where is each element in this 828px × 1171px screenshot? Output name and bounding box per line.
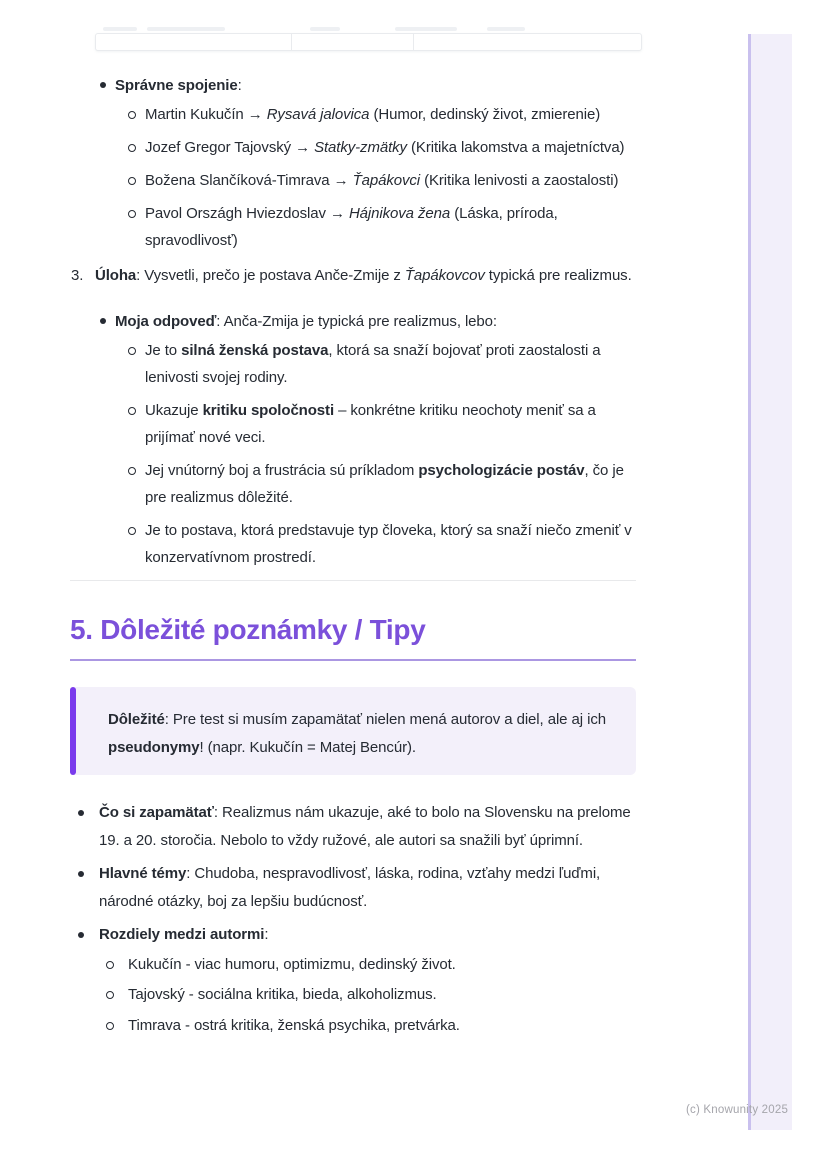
clipped-text-fragment — [310, 27, 340, 31]
text-segment: Jozef Gregor Tajovský → — [145, 139, 315, 156]
text-segment: , ktorá sa snaží bojovať proti zaostalosti a lenivosti svojej rodiny. — [145, 342, 601, 386]
text-segment: : Anča-Zmija je typická pre realizmus, lebo: — [216, 313, 497, 330]
circle-bullet-icon — [106, 961, 114, 969]
text-segment: Statky-zmätky — [314, 139, 407, 156]
sub-list-item — [115, 457, 636, 511]
table-cell — [291, 34, 413, 50]
text-segment: Ťapákovcov — [404, 267, 485, 284]
circle-bullet-icon — [128, 210, 136, 218]
circle-bullet-icon — [128, 347, 136, 355]
circle-bullet-icon — [128, 407, 136, 415]
notes-list — [70, 799, 636, 1039]
text-segment: Ťapákovci — [352, 172, 421, 189]
text-segment: Jej vnútorný boj a frustrácia sú príkladom — [145, 462, 419, 479]
sub-list-item — [99, 951, 636, 979]
list-item-text — [145, 522, 632, 566]
answer-list — [70, 308, 636, 571]
text-segment: (Kritika lenivosti a zaostalosti) — [420, 172, 619, 189]
bullet-icon — [100, 82, 106, 88]
note-item — [70, 799, 636, 854]
list-item-text — [145, 342, 601, 386]
list-item-text — [99, 926, 268, 943]
text-segment: Kukučín - viac humoru, optimizmu, dedinský život. — [128, 955, 456, 973]
table-cell — [96, 34, 291, 50]
text-segment: Úloha — [95, 267, 137, 284]
page-edge-strip — [748, 34, 792, 1130]
list-item-text — [115, 313, 497, 330]
text-segment: Čo si zapamätať — [99, 804, 214, 821]
clipped-text-fragment — [487, 27, 525, 31]
text-segment: , čo je pre realizmus dôležité. — [145, 462, 624, 506]
section-heading: 5. Dôležité poznámky / Tipy — [70, 613, 636, 661]
sub-list-item — [99, 981, 636, 1009]
text-segment: : Vysvetli, prečo je postava Anče-Zmije z — [136, 267, 405, 284]
text-segment: Tajovský - sociálna kritika, bieda, alkoholizmus. — [128, 986, 437, 1003]
text-segment: Božena Slančíková-Timrava → — [145, 172, 353, 189]
list-number: 3. — [71, 267, 84, 284]
text-segment: Hájnikova žena — [348, 205, 451, 222]
list-item-text — [145, 139, 624, 156]
table-cell — [413, 34, 641, 50]
text-segment: Moja odpoveď — [115, 313, 217, 330]
table-bottom-fragment — [95, 0, 642, 51]
matching-list — [70, 72, 636, 254]
text-segment: typická pre realizmus. — [484, 267, 632, 284]
table-row — [95, 33, 642, 51]
text-segment: Pavol Országh Hviezdoslav → — [145, 205, 349, 222]
circle-bullet-icon — [128, 177, 136, 185]
callout-text — [108, 706, 606, 761]
sub-list-item — [115, 101, 636, 128]
text-segment: Dôležité — [108, 711, 165, 728]
sub-list-item — [115, 397, 636, 451]
circle-bullet-icon — [128, 144, 136, 152]
text-segment: Ukazuje — [145, 402, 203, 419]
sub-list-item — [115, 167, 636, 194]
important-callout — [70, 687, 636, 775]
bullet-icon — [78, 932, 84, 938]
text-segment: kritiku spoločnosti — [202, 402, 335, 419]
task-text — [95, 262, 636, 289]
text-segment: Rozdiely medzi autormi — [99, 926, 265, 943]
circle-bullet-icon — [128, 467, 136, 475]
note-item — [70, 860, 636, 915]
bullet-icon — [78, 810, 84, 816]
list-item — [70, 72, 636, 254]
text-segment: silná ženská postava — [181, 342, 329, 359]
text-segment: : Pre test si musím zapamätať nielen mená autorov a diel, ale aj ich — [164, 711, 606, 728]
list-item-text — [145, 172, 618, 189]
clipped-text-fragment — [395, 27, 457, 31]
text-segment: Je to — [145, 342, 182, 359]
text-segment: (Kritika lakomstva a majetníctva) — [406, 139, 625, 156]
text-segment: pseudonymy — [108, 738, 200, 756]
list-item-text — [145, 402, 596, 446]
clipped-text-fragment — [103, 27, 137, 31]
copyright-notice: (c) Knowunity 2025 — [686, 1104, 789, 1116]
text-segment: Hlavné témy — [99, 865, 187, 882]
circle-bullet-icon — [106, 991, 114, 999]
text-segment: : — [237, 77, 242, 94]
text-segment: psychologizácie postáv — [418, 462, 585, 479]
sub-list-item — [115, 517, 636, 571]
sub-list-item — [115, 134, 636, 161]
sub-list-item — [115, 337, 636, 391]
bullet-icon — [78, 871, 84, 877]
clipped-text-fragment — [147, 27, 225, 31]
section-divider — [70, 580, 636, 581]
list-item-text — [115, 77, 242, 94]
matching-pairs-list — [115, 101, 636, 254]
list-item-text — [99, 865, 600, 910]
text-segment: : Realizmus nám ukazuje, aké to bolo na Slovensku na prelome 19. a 20. storočia. Nebolo to vždy ružové, ale autori sa snažili byť úprimní. — [99, 804, 631, 849]
circle-bullet-icon — [128, 111, 136, 119]
text-segment: : — [264, 926, 269, 943]
answer-points-list — [115, 337, 636, 571]
list-item-text — [145, 462, 624, 506]
circle-bullet-icon — [128, 527, 136, 535]
list-item-text — [145, 205, 558, 249]
task-item — [70, 262, 636, 289]
list-item — [70, 308, 636, 571]
task-ordered-list — [70, 262, 636, 289]
callout-accent-bar — [70, 687, 76, 775]
text-segment: (Láska, príroda, spravodlivosť) — [145, 205, 558, 249]
list-item-text — [128, 956, 456, 973]
list-item-text — [128, 1017, 460, 1034]
document-content — [70, 51, 636, 1045]
list-item-text — [145, 106, 600, 123]
text-segment: Je to postava, ktorá predstavuje typ človeka, ktorý sa snaží niečo zmeniť v konzervatívnom prostredí. — [145, 522, 632, 566]
text-segment: Rysavá jalovica — [266, 106, 370, 123]
text-segment: Martin Kukučín → — [145, 106, 267, 123]
note-item — [70, 921, 636, 1039]
text-segment: – konkrétne kritiku neochoty meniť sa a prijímať nové veci. — [145, 402, 596, 446]
text-segment: Timrava - ostrá kritika, ženská psychika, pretvárka. — [128, 1016, 460, 1034]
sub-list-item — [99, 1012, 636, 1040]
list-item-text — [128, 986, 437, 1003]
bullet-icon — [100, 318, 106, 324]
text-segment: (Humor, dedinský život, zmierenie) — [369, 106, 601, 123]
list-item-text — [99, 804, 631, 849]
text-segment: Správne spojenie — [115, 77, 238, 94]
text-segment: ! (napr. Kukučín = Matej Bencúr). — [199, 738, 416, 756]
circle-bullet-icon — [106, 1022, 114, 1030]
text-segment: : Chudoba, nespravodlivosť, láska, rodina, vzťahy medzi ľuďmi, národné otázky, boj za lepšiu budúcnosť. — [99, 865, 601, 910]
note-sub-list — [99, 951, 636, 1040]
sub-list-item — [115, 200, 636, 254]
